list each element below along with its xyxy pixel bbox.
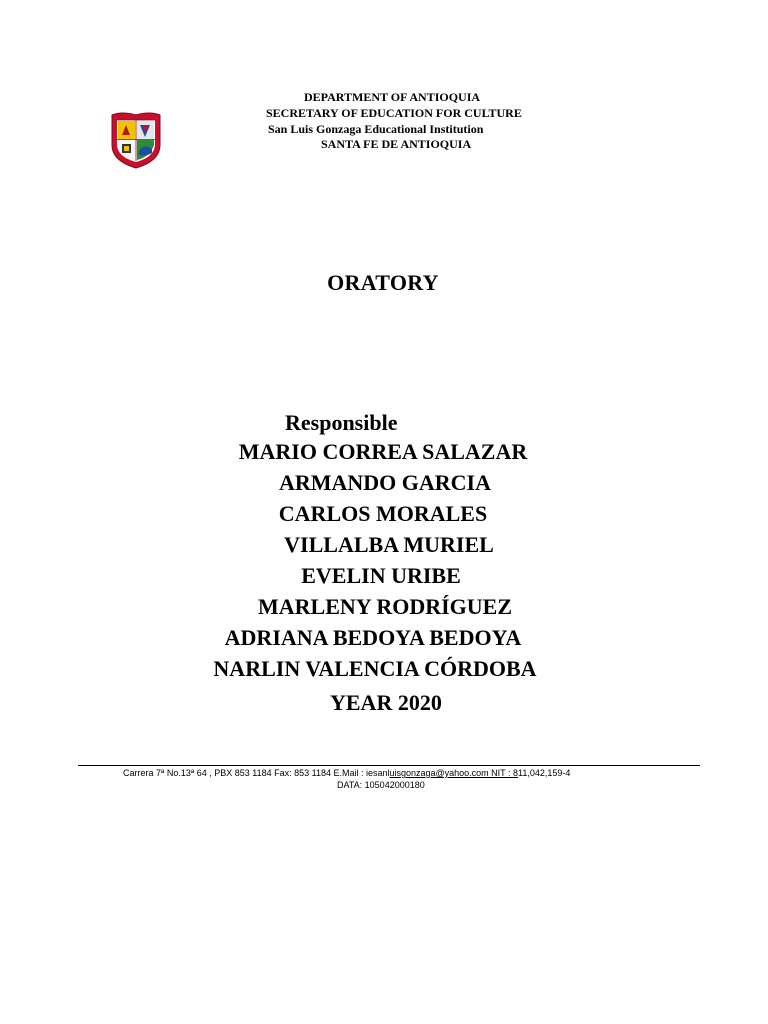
- responsible-name: CARLOS MORALES: [278, 501, 488, 526]
- responsible-name: MARLENY RODRÍGUEZ: [257, 594, 513, 619]
- responsible-name: VILLALBA MURIEL: [284, 532, 494, 557]
- responsible-label: Responsible: [285, 410, 398, 435]
- header-department: DEPARTMENT OF ANTIOQUIA: [304, 90, 481, 104]
- footer-divider: [78, 765, 700, 766]
- responsible-name: MARIO CORREA SALAZAR: [238, 439, 528, 464]
- footer-address: [123, 767, 768, 779]
- footer-email-link[interactable]: uisgonzaga@yahoo.com NIT : 8: [389, 768, 519, 778]
- responsible-name: NARLIN VALENCIA CÓRDOBA: [213, 656, 537, 681]
- header-city: SANTA FE DE ANTIOQUIA: [321, 137, 472, 151]
- document-title-text: ORATORY: [327, 270, 439, 295]
- document-title: [0, 270, 768, 296]
- document-year: YEAR 2020: [330, 690, 442, 715]
- responsible-name: ARMANDO GARCIA: [278, 470, 492, 495]
- header-secretary: SECRETARY OF EDUCATION FOR CULTURE: [266, 106, 522, 120]
- responsible-name: EVELIN URIBE: [301, 563, 461, 588]
- header-institution: San Luis Gonzaga Educational Institution: [268, 122, 484, 136]
- footer-data-code: DATA: 105042000180: [337, 780, 425, 790]
- footer-nit-text: 11,042,159-4: [518, 768, 571, 778]
- responsible-name: ADRIANA BEDOYA BEDOYA: [224, 625, 522, 650]
- footer-address-text: Carrera 7ª No.13ª 64 , PBX 853 1184 Fax: 853 1184 E.Mail : iesanl: [123, 768, 390, 778]
- school-shield-icon: [108, 111, 164, 169]
- responsible-names-list: [0, 436, 768, 684]
